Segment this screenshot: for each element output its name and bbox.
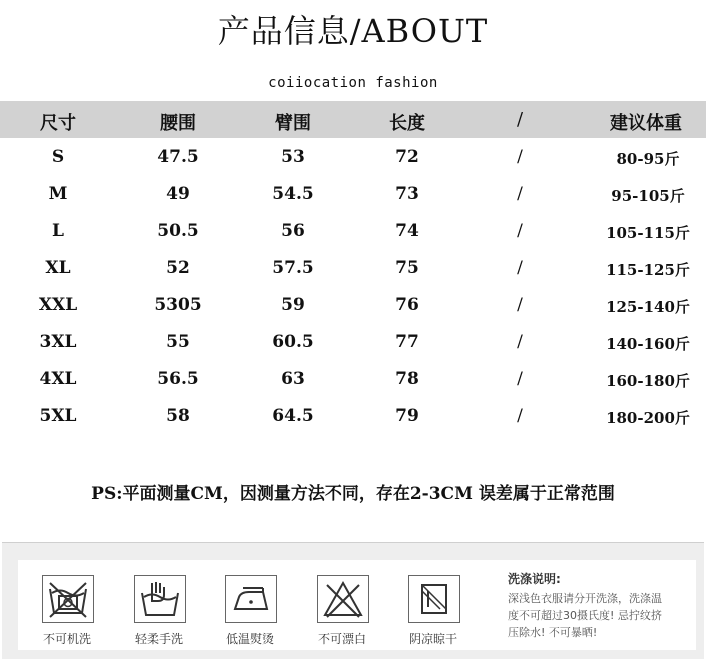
cell-size: 3XL	[39, 332, 77, 352]
cell-length: 77	[395, 332, 419, 352]
low-temp-iron-icon	[225, 575, 277, 623]
header-waist: 腰围	[160, 113, 196, 134]
cell-length: 76	[395, 295, 419, 315]
cell-size: XL	[45, 258, 71, 278]
table-row	[0, 327, 706, 357]
table-row	[0, 290, 706, 320]
table-row	[0, 364, 706, 394]
shade-dry-icon	[408, 575, 460, 623]
cell-length: 74	[395, 221, 419, 241]
cell-size: M	[48, 184, 68, 204]
care-label-no-machine-wash: 不可机洗	[42, 632, 91, 646]
cell-waist: 49	[166, 184, 190, 204]
header-slash: /	[516, 109, 524, 130]
table-row	[0, 142, 706, 172]
cell-arm: 63	[281, 369, 305, 389]
cell-weight: 105-115斤	[606, 224, 690, 242]
wash-line-2: 度不可超过30摄氏度! 忌拧纹挤	[508, 609, 662, 622]
cell-weight: 160-180斤	[606, 372, 690, 390]
care-panel	[2, 542, 704, 659]
wash-instructions-text	[508, 590, 696, 641]
header-weight: 建议体重	[610, 113, 682, 134]
cell-weight: 125-140斤	[606, 298, 690, 316]
header-length: 长度	[389, 113, 425, 134]
table-row	[0, 401, 706, 431]
measurement-note: PS:平面测量CM，因测量方法不同，存在2-3CM 误差属于正常范围	[91, 484, 615, 504]
wash-instructions-title: 洗涤说明:	[508, 572, 561, 586]
cell-size: 4XL	[39, 369, 77, 389]
cell-arm: 60.5	[272, 332, 314, 352]
cell-slash: /	[517, 221, 523, 241]
cell-slash: /	[517, 332, 523, 352]
cell-waist: 58	[166, 406, 190, 426]
care-label-low-temp-iron: 低温熨烫	[225, 632, 274, 646]
cell-weight: 95-105斤	[611, 187, 685, 205]
cell-arm: 59	[281, 295, 305, 315]
size-table-header	[0, 101, 706, 138]
cell-waist: 5305	[154, 295, 202, 315]
cell-size: XXL	[38, 295, 78, 315]
cell-waist: 56.5	[157, 369, 199, 389]
cell-arm: 53	[281, 147, 305, 167]
care-label-gentle-hand-wash: 轻柔手洗	[134, 632, 183, 646]
cell-slash: /	[517, 258, 523, 278]
wash-line-1: 深浅色衣服请分开洗涤，洗涤温	[508, 592, 662, 605]
cell-slash: /	[517, 295, 523, 315]
page-title: 产品信息/ABOUT	[217, 12, 489, 50]
no-bleach-icon	[317, 575, 369, 623]
brand-subtitle: coiiocation fashion	[268, 75, 438, 91]
cell-waist: 52	[166, 258, 190, 278]
cell-arm: 56	[281, 221, 305, 241]
table-row	[0, 179, 706, 209]
cell-size: 5XL	[39, 406, 77, 426]
table-row	[0, 216, 706, 246]
cell-arm: 57.5	[272, 258, 314, 278]
cell-arm: 64.5	[272, 406, 314, 426]
cell-length: 79	[395, 406, 419, 426]
table-row	[0, 253, 706, 283]
cell-slash: /	[517, 369, 523, 389]
care-panel-inner	[18, 560, 696, 650]
cell-length: 73	[395, 184, 419, 204]
cell-slash: /	[517, 147, 523, 167]
cell-length: 78	[395, 369, 419, 389]
care-label-no-bleach: 不可漂白	[317, 632, 366, 646]
cell-arm: 54.5	[272, 184, 314, 204]
no-machine-wash-icon	[42, 575, 94, 623]
cell-waist: 55	[166, 332, 190, 352]
gentle-hand-wash-icon	[134, 575, 186, 623]
wash-line-3: 压除水! 不可暴晒!	[508, 626, 598, 639]
cell-weight: 80-95斤	[616, 150, 680, 168]
cell-weight: 140-160斤	[606, 335, 690, 353]
cell-weight: 115-125斤	[606, 261, 690, 279]
cell-weight: 180-200斤	[606, 409, 690, 427]
cell-size: S	[51, 147, 65, 167]
cell-size: L	[52, 221, 64, 241]
cell-waist: 47.5	[157, 147, 199, 167]
cell-slash: /	[517, 406, 523, 426]
cell-length: 72	[395, 147, 419, 167]
header-size: 尺寸	[40, 113, 76, 134]
cell-waist: 50.5	[157, 221, 199, 241]
care-label-shade-dry: 阴凉晾干	[408, 632, 457, 646]
cell-length: 75	[395, 258, 419, 278]
cell-slash: /	[517, 184, 523, 204]
header-arm: 臂围	[275, 113, 311, 134]
